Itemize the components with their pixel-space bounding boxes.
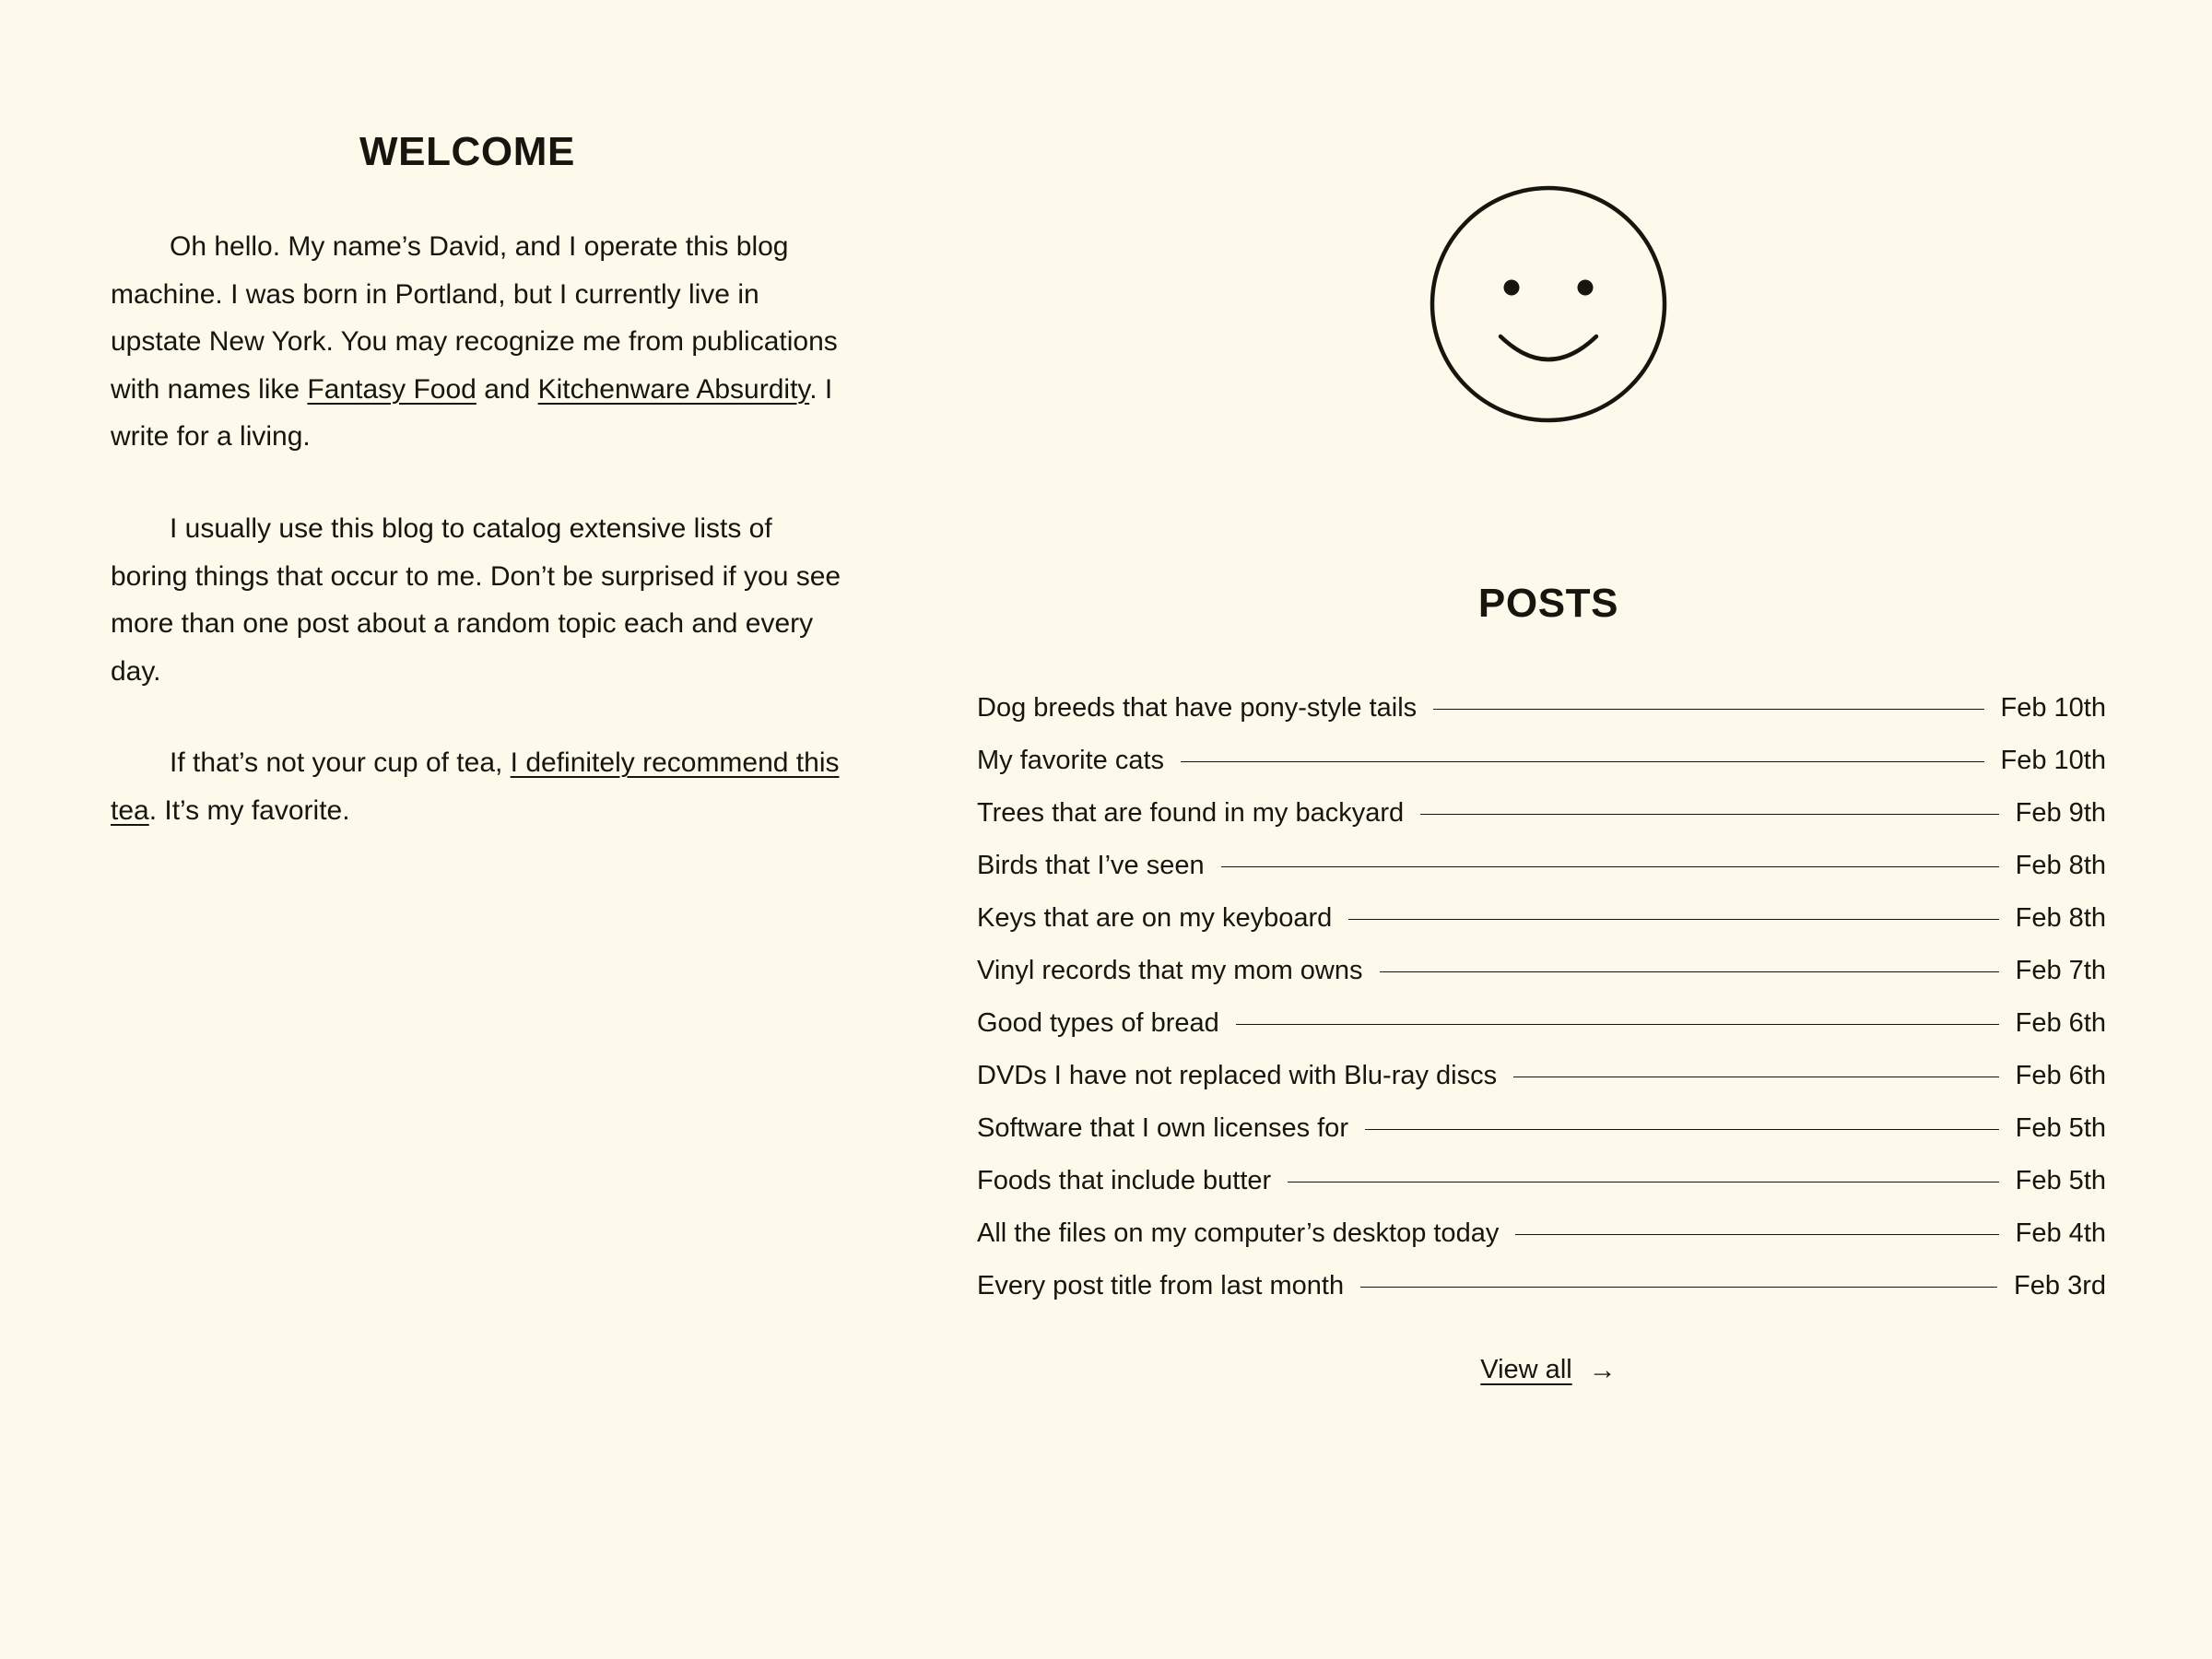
view-all-row[interactable] bbox=[977, 1355, 2120, 1385]
post-title[interactable]: Foods that include butter bbox=[977, 1166, 1272, 1195]
welcome-paragraph-1-text-a: Oh hello. My name’s David, and I operate this blog machine. I was born in Portland, but I currently live in upstate New York. You may recognize me from publications with names like bbox=[111, 231, 838, 405]
list-item[interactable] bbox=[977, 735, 2106, 787]
post-date: Feb 10th bbox=[2000, 693, 2106, 723]
list-item[interactable] bbox=[977, 1207, 2106, 1260]
post-title[interactable]: My favorite cats bbox=[977, 746, 1165, 775]
welcome-paragraph-1 bbox=[111, 223, 848, 461]
posts-list bbox=[977, 682, 2106, 1312]
post-date: Feb 4th bbox=[2015, 1218, 2106, 1248]
post-date: Feb 7th bbox=[2015, 956, 2106, 985]
welcome-section bbox=[111, 129, 848, 835]
post-date: Feb 5th bbox=[2015, 1113, 2106, 1143]
list-item[interactable] bbox=[977, 787, 2106, 840]
leader-rule bbox=[1515, 1234, 1998, 1235]
post-title[interactable]: Birds that I’ve seen bbox=[977, 851, 1205, 880]
post-title[interactable]: All the files on my computer’s desktop today bbox=[977, 1218, 1500, 1248]
post-title[interactable]: DVDs I have not replaced with Blu-ray discs bbox=[977, 1061, 1498, 1090]
welcome-paragraph-3 bbox=[111, 739, 848, 834]
posts-section bbox=[977, 184, 2120, 1385]
list-item[interactable] bbox=[977, 945, 2106, 997]
post-title[interactable]: Dog breeds that have pony-style tails bbox=[977, 693, 1418, 723]
view-all-link[interactable]: View all bbox=[1480, 1355, 1572, 1384]
post-title[interactable]: Keys that are on my keyboard bbox=[977, 903, 1333, 933]
post-date: Feb 9th bbox=[2015, 798, 2106, 828]
welcome-paragraph-2: I usually use this blog to catalog extensive lists of boring things that occur to me. Don’t be surprised if you see more than one post about a random topic each and every day. bbox=[111, 512, 841, 687]
post-date: Feb 10th bbox=[2000, 746, 2106, 775]
avatar bbox=[977, 184, 2120, 424]
leader-rule bbox=[1221, 866, 1999, 867]
page-title: WELCOME bbox=[359, 129, 575, 174]
list-item[interactable] bbox=[977, 682, 2106, 735]
welcome-paragraph-3-text-a: If that’s not your cup of tea, bbox=[170, 747, 511, 779]
leader-rule bbox=[1433, 709, 1983, 710]
leader-rule bbox=[1420, 814, 1999, 815]
welcome-paragraph-1-text-b: and bbox=[476, 373, 538, 405]
list-item[interactable] bbox=[977, 1155, 2106, 1207]
link-recommend-tea[interactable]: I definitely recommend this tea bbox=[111, 747, 840, 826]
post-date: Feb 6th bbox=[2015, 1008, 2106, 1038]
welcome-paragraph-3-text-b: . It’s my favorite. bbox=[148, 794, 350, 826]
link-fantasy-food[interactable]: Fantasy Food bbox=[307, 373, 477, 405]
post-title[interactable]: Every post title from last month bbox=[977, 1271, 1345, 1300]
list-item[interactable] bbox=[977, 840, 2106, 892]
list-item[interactable] bbox=[977, 892, 2106, 945]
list-item[interactable] bbox=[977, 997, 2106, 1050]
arrow-right-icon: → bbox=[1588, 1354, 1617, 1385]
link-kitchenware-absurdity[interactable]: Kitchenware Absurdity bbox=[537, 373, 810, 405]
list-item[interactable] bbox=[977, 1050, 2106, 1102]
welcome-paragraph-1-text-c: . I write for a living. bbox=[111, 373, 833, 453]
post-date: Feb 8th bbox=[2015, 903, 2106, 933]
leader-rule bbox=[1181, 761, 1983, 762]
post-title[interactable]: Software that I own licenses for bbox=[977, 1113, 1348, 1143]
posts-heading: POSTS bbox=[1477, 581, 1619, 626]
leader-rule bbox=[1380, 971, 1999, 972]
leader-rule bbox=[1365, 1129, 1999, 1130]
leader-rule bbox=[1236, 1024, 1999, 1025]
post-date: Feb 3rd bbox=[2014, 1271, 2106, 1300]
post-title[interactable]: Vinyl records that my mom owns bbox=[977, 956, 1363, 985]
leader-rule bbox=[1348, 919, 1998, 920]
list-item[interactable] bbox=[977, 1260, 2106, 1312]
post-title[interactable]: Good types of bread bbox=[977, 1008, 1219, 1038]
post-date: Feb 5th bbox=[2015, 1166, 2106, 1195]
list-item[interactable] bbox=[977, 1102, 2106, 1155]
post-date: Feb 6th bbox=[2015, 1061, 2106, 1090]
leader-rule bbox=[1360, 1287, 1997, 1288]
post-date: Feb 8th bbox=[2015, 851, 2106, 880]
post-title[interactable]: Trees that are found in my backyard bbox=[977, 798, 1405, 828]
smiley-face-icon bbox=[1429, 184, 1668, 424]
